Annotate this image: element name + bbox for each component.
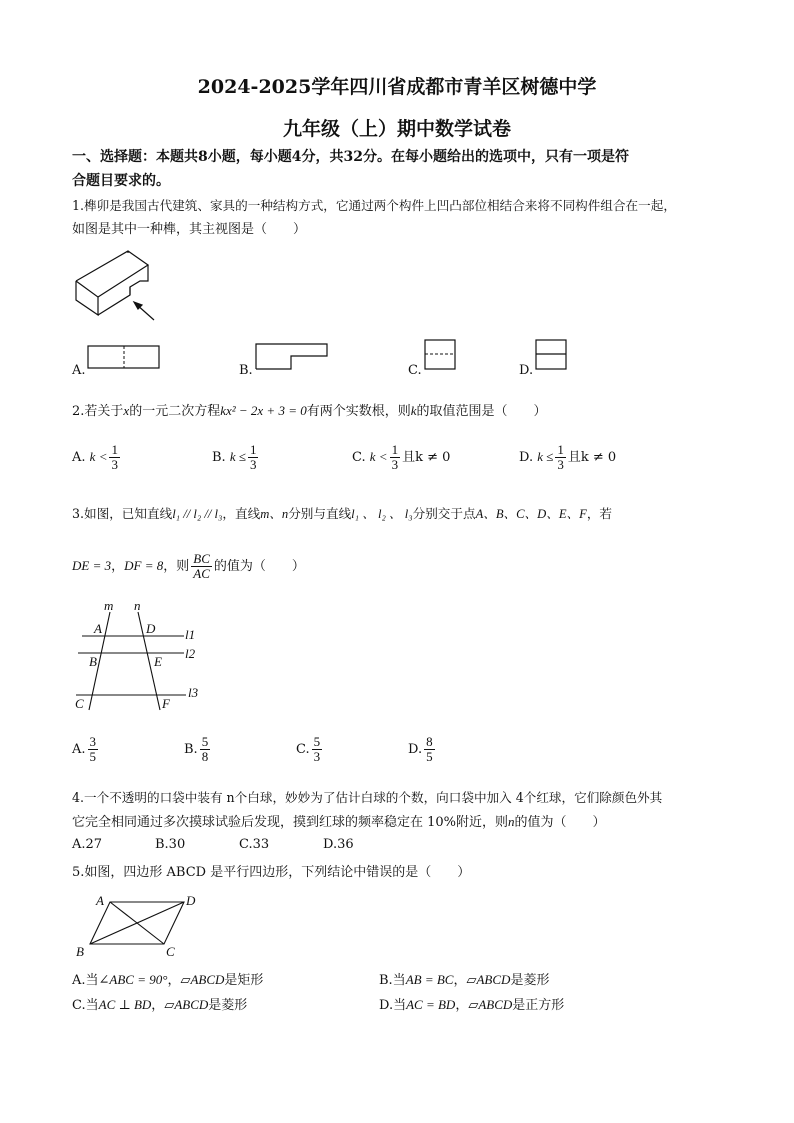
q2-option-d <box>519 443 616 472</box>
q1-line2: 如图是其中一种榫，其主视图是（ ） <box>72 222 307 237</box>
q5-a-post: 是矩形 <box>224 973 264 988</box>
parallelogram-icon: ▱ <box>180 973 191 988</box>
q1-option-a-figure <box>87 344 161 372</box>
q5-option-d <box>379 994 564 1013</box>
q5-c-shape: ABCD <box>174 997 209 1012</box>
q2-d-den: 3 <box>557 457 564 472</box>
q4-option-b: B.30 <box>155 837 186 852</box>
q3-parallel-lines-figure <box>72 598 212 716</box>
label-n: n <box>134 598 141 613</box>
q5-b-mid: ， <box>453 973 467 988</box>
q3-b-label: B. <box>184 742 198 757</box>
q1-option-b-figure <box>255 342 329 372</box>
q3-option-b <box>184 735 212 764</box>
q2-d-extra: 且k ≠ 0 <box>567 450 617 465</box>
label-C: C <box>166 944 175 959</box>
q5-c-post: 是菱形 <box>208 998 248 1013</box>
tenon-front-face <box>76 281 98 315</box>
exam-title-line1: 2024-2025学年四川省成都市青羊区树德中学 <box>197 76 597 98</box>
q3-text-value: 的值为（ ） <box>213 559 305 574</box>
question-5-stem: 5.如图，四边形 ABCD 是平行四边形，下列结论中错误的是（ ） <box>72 865 471 880</box>
q3-a-den: 5 <box>89 749 97 764</box>
q5-d-pre: D.当 <box>379 998 407 1013</box>
q1-option-c-label: C. <box>408 363 422 378</box>
q5-a-pre: A.当 <box>72 973 99 988</box>
q2-option-a <box>72 443 122 472</box>
q3-points: A、B、C、D、E、F <box>475 507 587 521</box>
q2-equation: kx² − 2x + 3 = 0 <box>220 403 307 418</box>
q2-var-k: k <box>410 403 417 418</box>
q1-option-b-label: B. <box>239 363 253 378</box>
label-l2: l2 <box>185 646 196 661</box>
q2-d-rel: k ≤ <box>537 449 554 464</box>
q3-c-num: 5 <box>313 734 321 749</box>
q5-d-mid: ， <box>455 998 469 1013</box>
q5-d-post: 是正方形 <box>512 998 565 1013</box>
q1-option-c-figure <box>424 338 458 372</box>
q3-parallel-lines: l₁ // l₂ // l₃ <box>172 507 223 521</box>
question-3-line1 <box>72 503 612 522</box>
q5-c-mid: ， <box>151 998 165 1013</box>
q2-var-x: x <box>123 403 130 418</box>
label-B: B <box>76 944 84 959</box>
q2-c-rel: k < <box>369 449 388 464</box>
exam-title-line2: 九年级（上）期中数学试卷 <box>282 118 511 140</box>
label-E: E <box>154 654 162 669</box>
q3-option-d <box>408 735 437 764</box>
q2-a-fraction <box>109 443 120 472</box>
q3-c-fraction <box>312 735 323 764</box>
q2-a-rel: k < <box>89 449 108 464</box>
q5-c-cond: AC ⊥ BD <box>98 997 152 1012</box>
q4-option-a: A.27 <box>72 837 103 852</box>
label-A: A <box>96 893 104 908</box>
parallelogram-icon: ▱ <box>466 973 477 988</box>
label-D: D <box>146 621 156 636</box>
q3-lines-l: l₁ 、 l₂ 、 l₃ <box>351 507 413 521</box>
q4-line2-a: 它完全相同通过多次摸球试验后发现，摸到红球的频率稳定在 10%附近，则 <box>72 815 509 830</box>
q3-d-num: 8 <box>426 734 433 749</box>
q2-b-label: B. <box>212 450 226 465</box>
q2-c-extra: 且k ≠ 0 <box>402 450 451 465</box>
q3-a-fraction <box>88 735 99 764</box>
q2-c-num: 1 <box>391 442 399 457</box>
q2-a-den: 3 <box>111 457 118 472</box>
q3-text-then: ，则 <box>163 559 190 574</box>
q2-a-num: 1 <box>111 442 118 457</box>
q3-c-den: 3 <box>313 749 321 764</box>
label-l3: l3 <box>188 685 199 700</box>
q1-option-d-label: D. <box>519 363 534 378</box>
q2-suffix: 的取值范围是（ ） <box>416 404 547 419</box>
q2-option-b <box>212 443 260 472</box>
label-A: A <box>94 621 102 636</box>
q3-d-den: 5 <box>426 749 433 764</box>
q3-c-label: C. <box>296 742 310 757</box>
q3-cond1: DE = 3 <box>72 558 112 573</box>
q3-option-a <box>72 735 100 764</box>
q2-d-fraction <box>555 443 566 472</box>
q3-b-num: 5 <box>201 734 209 749</box>
q3-b-den: 8 <box>201 749 209 764</box>
q3-text-c: 分别与直线 <box>288 506 352 521</box>
q5-parallelogram-figure <box>72 890 212 962</box>
tenon-top-face <box>76 251 148 297</box>
q3-text-b: ，直线 <box>222 506 261 521</box>
q2-mid: 的一元二次方程 <box>129 404 221 419</box>
q5-d-shape: ABCD <box>478 997 513 1012</box>
q2-a-label: A. <box>72 450 86 465</box>
view-arrow <box>134 302 154 320</box>
q4-line1: 4.一个不透明的口袋中装有 n个白球，妙妙为了估计白球的个数，向口袋中加入 4个红球，它们除颜色外其 <box>72 790 663 805</box>
q4-option-c: C.33 <box>239 837 270 852</box>
label-D: D <box>186 893 196 908</box>
label-m: m <box>104 598 114 613</box>
q3-option-c <box>296 735 324 764</box>
parallelogram-icon: ▱ <box>164 998 175 1013</box>
diagonal-bd <box>90 902 184 944</box>
q2-mid2: 有两个实数根，则 <box>306 404 411 419</box>
q2-c-label: C. <box>352 450 366 465</box>
q5-a-mid: ， <box>167 973 181 988</box>
q4-option-d: D.36 <box>323 837 354 852</box>
q1-line1: 1.榫卯是我国古代建筑、家具的一种结构方式，它通过两个构件上凹凸部位相结合来将不同构件组合在一起， <box>72 198 676 213</box>
question-1-stem <box>72 194 732 242</box>
q2-b-rel: k ≤ <box>229 449 246 464</box>
q3-ratio-den: AC <box>193 566 210 581</box>
section-header-line1: 一、选择题：本题共8小题，每小题4分，共32分。在每小题给出的选项中，只有一项是符 <box>72 149 629 165</box>
q3-a-label: A. <box>72 742 86 757</box>
q3-d-label: D. <box>408 742 423 757</box>
q4-line2 <box>72 810 732 835</box>
q5-a-shape: ABCD <box>190 972 225 987</box>
label-C: C <box>75 696 84 711</box>
q5-b-shape: ABCD <box>476 972 511 987</box>
q5-b-pre: B.当 <box>379 973 406 988</box>
q2-c-fraction <box>390 443 401 472</box>
q3-sep: ， <box>111 559 125 574</box>
q3-ratio-num: BC <box>193 551 210 566</box>
q2-b-fraction <box>248 443 259 472</box>
q5-option-b <box>379 969 549 988</box>
q2-option-c <box>352 443 450 472</box>
q3-d-fraction <box>424 735 435 764</box>
q4-line2-b: 的值为（ ） <box>514 815 606 830</box>
q3-text-d: 分别交于点 <box>412 506 476 521</box>
q3-lines-mn: m、n <box>260 507 289 521</box>
q3-b-fraction <box>200 735 211 764</box>
label-F: F <box>162 696 170 711</box>
q5-c-pre: C.当 <box>72 998 99 1013</box>
q1-option-a-label: A. <box>72 363 86 378</box>
section-choice-header <box>72 145 732 193</box>
q5-a-cond: ∠ABC = 90° <box>98 972 168 987</box>
q2-d-num: 1 <box>557 442 564 457</box>
q5-d-cond: AC = BD <box>406 997 456 1012</box>
q2-prefix: 2.若关于 <box>72 404 124 419</box>
question-3-line2 <box>72 552 305 581</box>
question-2-stem <box>72 400 547 419</box>
q3-text-a: 3.如图，已知直线 <box>72 506 173 521</box>
q3-ratio <box>191 552 212 581</box>
label-l1: l1 <box>185 627 196 642</box>
q2-b-den: 3 <box>249 457 257 472</box>
question-4-stem <box>72 786 732 835</box>
q3-text-e: ，若 <box>586 506 612 521</box>
q5-option-c <box>72 994 247 1013</box>
q2-c-den: 3 <box>391 457 399 472</box>
q5-b-post: 是菱形 <box>510 973 550 988</box>
q3-cond2: DF = 8 <box>124 558 164 573</box>
parallelogram-icon: ▱ <box>468 998 479 1013</box>
q4-var-n: n <box>508 814 515 829</box>
q1-tenon-figure <box>72 245 172 330</box>
q2-b-num: 1 <box>249 442 257 457</box>
q3-a-num: 3 <box>89 734 97 749</box>
q5-option-a <box>72 969 263 988</box>
section-header-line2: 合题目要求的。 <box>72 173 170 189</box>
label-B: B <box>89 654 97 669</box>
q2-d-label: D. <box>519 450 534 465</box>
q1-option-d-figure <box>535 338 569 372</box>
q5-b-cond: AB = BC <box>405 972 454 987</box>
